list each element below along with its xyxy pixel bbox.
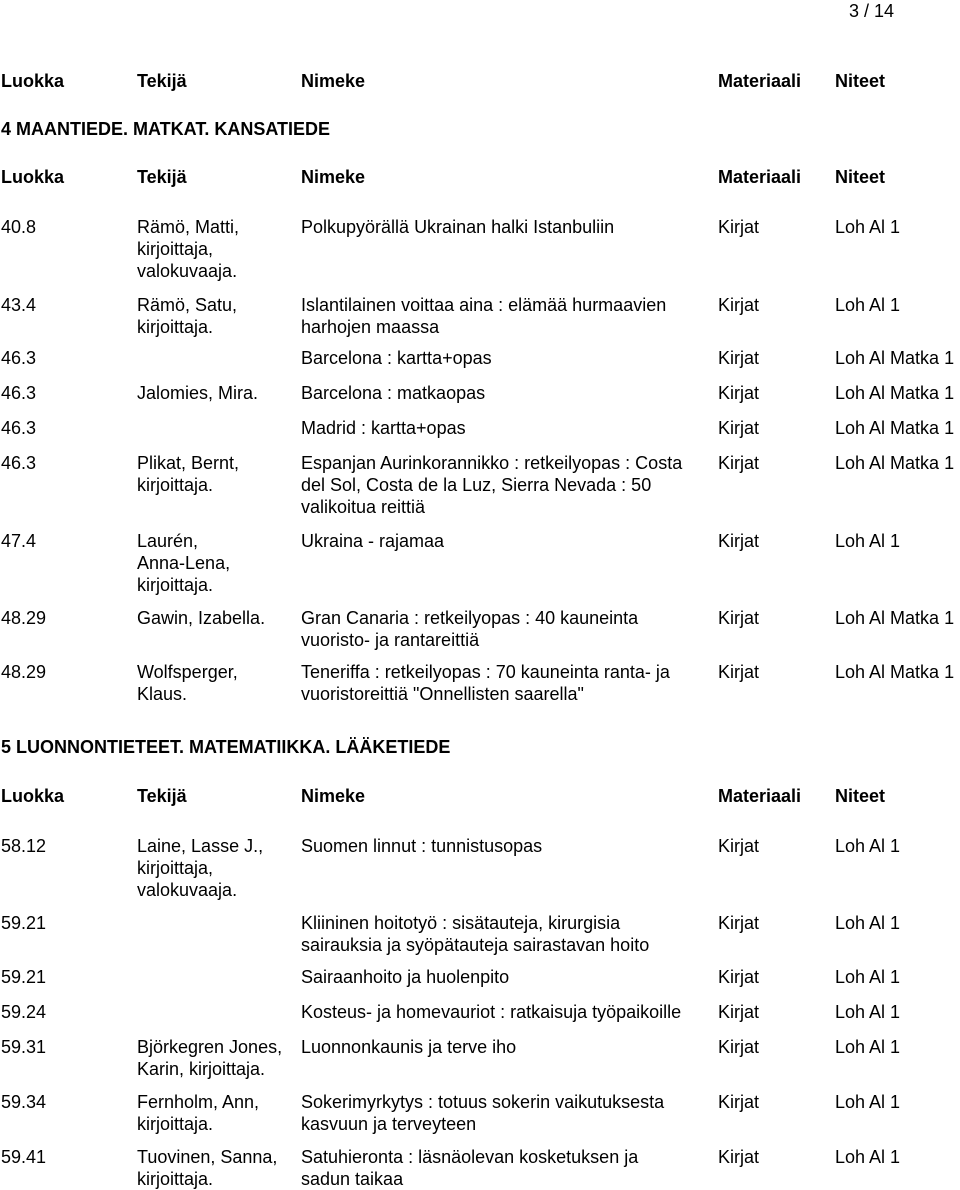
cell-tekija-line: Tuovinen, Sanna, [137,1147,278,1167]
cell-tekija-line: Fernholm, Ann, [137,1092,260,1112]
cell-tekija-line: Gawin, Izabella. [137,608,266,628]
cell-materiaali: Kirjat [718,295,760,315]
cell-nimeke-line: vuoristoreittiä "Onnellisten saarella" [301,684,584,704]
cell-nimeke [301,452,682,518]
cell-niteet: Loh Al 1 [835,967,901,987]
cell-nimeke [301,530,444,552]
cell-nimeke [301,1091,664,1135]
cell-nimeke [301,1001,681,1023]
cell-tekija [137,1036,282,1080]
column-header-nimeke: Nimeke [301,786,366,806]
cell-tekija-line: Wolfsperger, [137,662,238,682]
cell-nimeke-line: sairauksia ja syöpätauteja sairastavan hoito [301,935,650,955]
cell-materiaali: Kirjat [718,1147,760,1167]
cell-tekija [137,382,258,404]
cell-niteet: Loh Al 1 [835,1002,901,1022]
cell-luokka: 46.3 [1,348,37,368]
cell-nimeke [301,912,649,956]
column-header-materiaali: Materiaali [718,786,802,806]
cell-nimeke [301,382,485,404]
cell-materiaali: Kirjat [718,383,760,403]
cell-luokka: 46.3 [1,453,37,473]
cell-tekija [137,452,239,496]
cell-nimeke-line: valikoitua reittiä [301,497,426,517]
cell-tekija-line: Björkegren Jones, [137,1037,283,1057]
cell-luokka: 59.31 [1,1037,47,1057]
cell-tekija [137,1091,259,1135]
cell-luokka: 59.41 [1,1147,47,1167]
cell-nimeke [301,294,666,338]
cell-nimeke-line: Polkupyörällä Ukrainan halki Istanbuliin [301,217,615,237]
column-header-materiaali: Materiaali [718,71,802,91]
cell-materiaali: Kirjat [718,1037,760,1057]
cell-materiaali: Kirjat [718,1092,760,1112]
cell-nimeke [301,661,670,705]
section-title: 4 MAANTIEDE. MATKAT. KANSATIEDE [1,119,331,139]
cell-niteet: Loh Al 1 [835,913,901,933]
cell-luokka: 59.34 [1,1092,47,1112]
column-header-tekija: Tekijä [137,786,187,806]
cell-nimeke-line: Kliininen hoitotyö : sisätauteja, kirurgisia [301,913,621,933]
cell-luokka: 48.29 [1,608,47,628]
cell-materiaali: Kirjat [718,836,760,856]
cell-luokka: 47.4 [1,531,37,551]
cell-tekija [137,1146,277,1190]
cell-nimeke-line: Espanjan Aurinkorannikko : retkeilyopas : Costa [301,453,683,473]
column-header-tekija: Tekijä [137,71,187,91]
cell-materiaali: Kirjat [718,967,760,987]
cell-materiaali: Kirjat [718,453,760,473]
cell-materiaali: Kirjat [718,348,760,368]
cell-niteet: Loh Al 1 [835,1037,901,1057]
cell-materiaali: Kirjat [718,913,760,933]
column-header-tekija: Tekijä [137,167,187,187]
cell-materiaali: Kirjat [718,531,760,551]
cell-tekija-line: kirjoittaja. [137,575,214,595]
cell-tekija-line: kirjoittaja. [137,1114,214,1134]
cell-tekija-line: kirjoittaja, [137,858,214,878]
column-header-niteet: Niteet [835,167,886,187]
column-header-niteet: Niteet [835,71,886,91]
cell-nimeke-line: Teneriffa : retkeilyopas : 70 kauneinta ranta- ja [301,662,670,682]
cell-tekija-line: Anna-Lena, [137,553,231,573]
page-number: 3 / 14 [848,1,894,21]
cell-tekija-line: Rämö, Matti, [137,217,240,237]
cell-tekija [137,607,265,629]
cell-nimeke-line: Islantilainen voittaa aina : elämää hurmaavien [301,295,667,315]
cell-nimeke [301,966,509,988]
cell-luokka: 46.3 [1,383,37,403]
cell-nimeke-line: Kosteus- ja homevauriot : ratkaisuja työpaikoille [301,1002,682,1022]
cell-niteet: Loh Al 1 [835,1147,901,1167]
cell-niteet: Loh Al 1 [835,531,901,551]
cell-nimeke-line: Barcelona : kartta+opas [301,348,492,368]
column-header-luokka: Luokka [1,71,65,91]
column-header-nimeke: Nimeke [301,167,366,187]
cell-luokka: 59.24 [1,1002,47,1022]
cell-nimeke-line: Sokerimyrkytys : totuus sokerin vaikutuksesta [301,1092,665,1112]
cell-nimeke [301,1146,638,1190]
cell-niteet: Loh Al Matka 1 [835,383,955,403]
cell-niteet: Loh Al 1 [835,836,901,856]
column-header-luokka: Luokka [1,786,65,806]
cell-tekija-line: Laurén, [137,531,199,551]
cell-tekija-line: kirjoittaja. [137,1169,214,1189]
cell-tekija [137,661,238,705]
cell-tekija-line: Rämö, Satu, [137,295,238,315]
cell-tekija [137,530,230,596]
cell-luokka: 43.4 [1,295,37,315]
cell-tekija-line: kirjoittaja. [137,475,214,495]
cell-nimeke-line: Luonnonkaunis ja terve iho [301,1037,517,1057]
cell-materiaali: Kirjat [718,662,760,682]
cell-niteet: Loh Al 1 [835,295,901,315]
cell-nimeke-line: harhojen maassa [301,317,440,337]
cell-tekija [137,294,237,338]
cell-nimeke-line: del Sol, Costa de la Luz, Sierra Nevada : 50 [301,475,652,495]
cell-nimeke-line: Satuhieronta : läsnäolevan kosketuksen ja [301,1147,639,1167]
cell-nimeke [301,216,614,238]
section-title: 5 LUONNONTIETEET. MATEMATIIKKA. LÄÄKETIEDE [1,737,451,757]
cell-nimeke [301,607,638,651]
cell-luokka: 40.8 [1,217,37,237]
cell-tekija-line: kirjoittaja, [137,239,214,259]
cell-nimeke [301,835,542,857]
cell-niteet: Loh Al 1 [835,1092,901,1112]
cell-tekija-line: kirjoittaja. [137,317,214,337]
cell-tekija-line: valokuvaaja. [137,880,238,900]
cell-nimeke [301,347,492,369]
cell-luokka: 59.21 [1,913,47,933]
column-header-nimeke: Nimeke [301,71,366,91]
cell-tekija-line: Plikat, Bernt, [137,453,240,473]
cell-nimeke-line: Barcelona : matkaopas [301,383,486,403]
cell-materiaali: Kirjat [718,1002,760,1022]
cell-tekija-line: Karin, kirjoittaja. [137,1059,266,1079]
cell-luokka: 59.21 [1,967,47,987]
column-header-materiaali: Materiaali [718,167,802,187]
column-header-luokka: Luokka [1,167,65,187]
cell-niteet: Loh Al Matka 1 [835,662,955,682]
cell-niteet: Loh Al Matka 1 [835,348,955,368]
cell-luokka: 48.29 [1,662,47,682]
cell-tekija [137,835,263,901]
cell-niteet: Loh Al Matka 1 [835,608,955,628]
cell-nimeke-line: Ukraina - rajamaa [301,531,445,551]
cell-nimeke-line: kasvuun ja terveyteen [301,1114,477,1134]
cell-niteet: Loh Al Matka 1 [835,453,955,473]
cell-tekija-line: valokuvaaja. [137,261,238,281]
cell-nimeke [301,1036,516,1058]
cell-nimeke [301,417,466,439]
cell-materiaali: Kirjat [718,217,760,237]
column-header-niteet: Niteet [835,786,886,806]
cell-tekija [137,216,239,282]
cell-nimeke-line: Sairaanhoito ja huolenpito [301,967,510,987]
cell-luokka: 58.12 [1,836,47,856]
cell-materiaali: Kirjat [718,418,760,438]
cell-tekija-line: Laine, Lasse J., [137,836,264,856]
cell-niteet: Loh Al 1 [835,217,901,237]
cell-nimeke-line: sadun taikaa [301,1169,404,1189]
cell-tekija-line: Klaus. [137,684,188,704]
cell-nimeke-line: vuoristo- ja rantareittiä [301,630,480,650]
cell-tekija-line: Jalomies, Mira. [137,383,259,403]
cell-niteet: Loh Al Matka 1 [835,418,955,438]
cell-luokka: 46.3 [1,418,37,438]
cell-nimeke-line: Madrid : kartta+opas [301,418,466,438]
cell-nimeke-line: Gran Canaria : retkeilyopas : 40 kauneinta [301,608,639,628]
cell-nimeke-line: Suomen linnut : tunnistusopas [301,836,543,856]
cell-materiaali: Kirjat [718,608,760,628]
